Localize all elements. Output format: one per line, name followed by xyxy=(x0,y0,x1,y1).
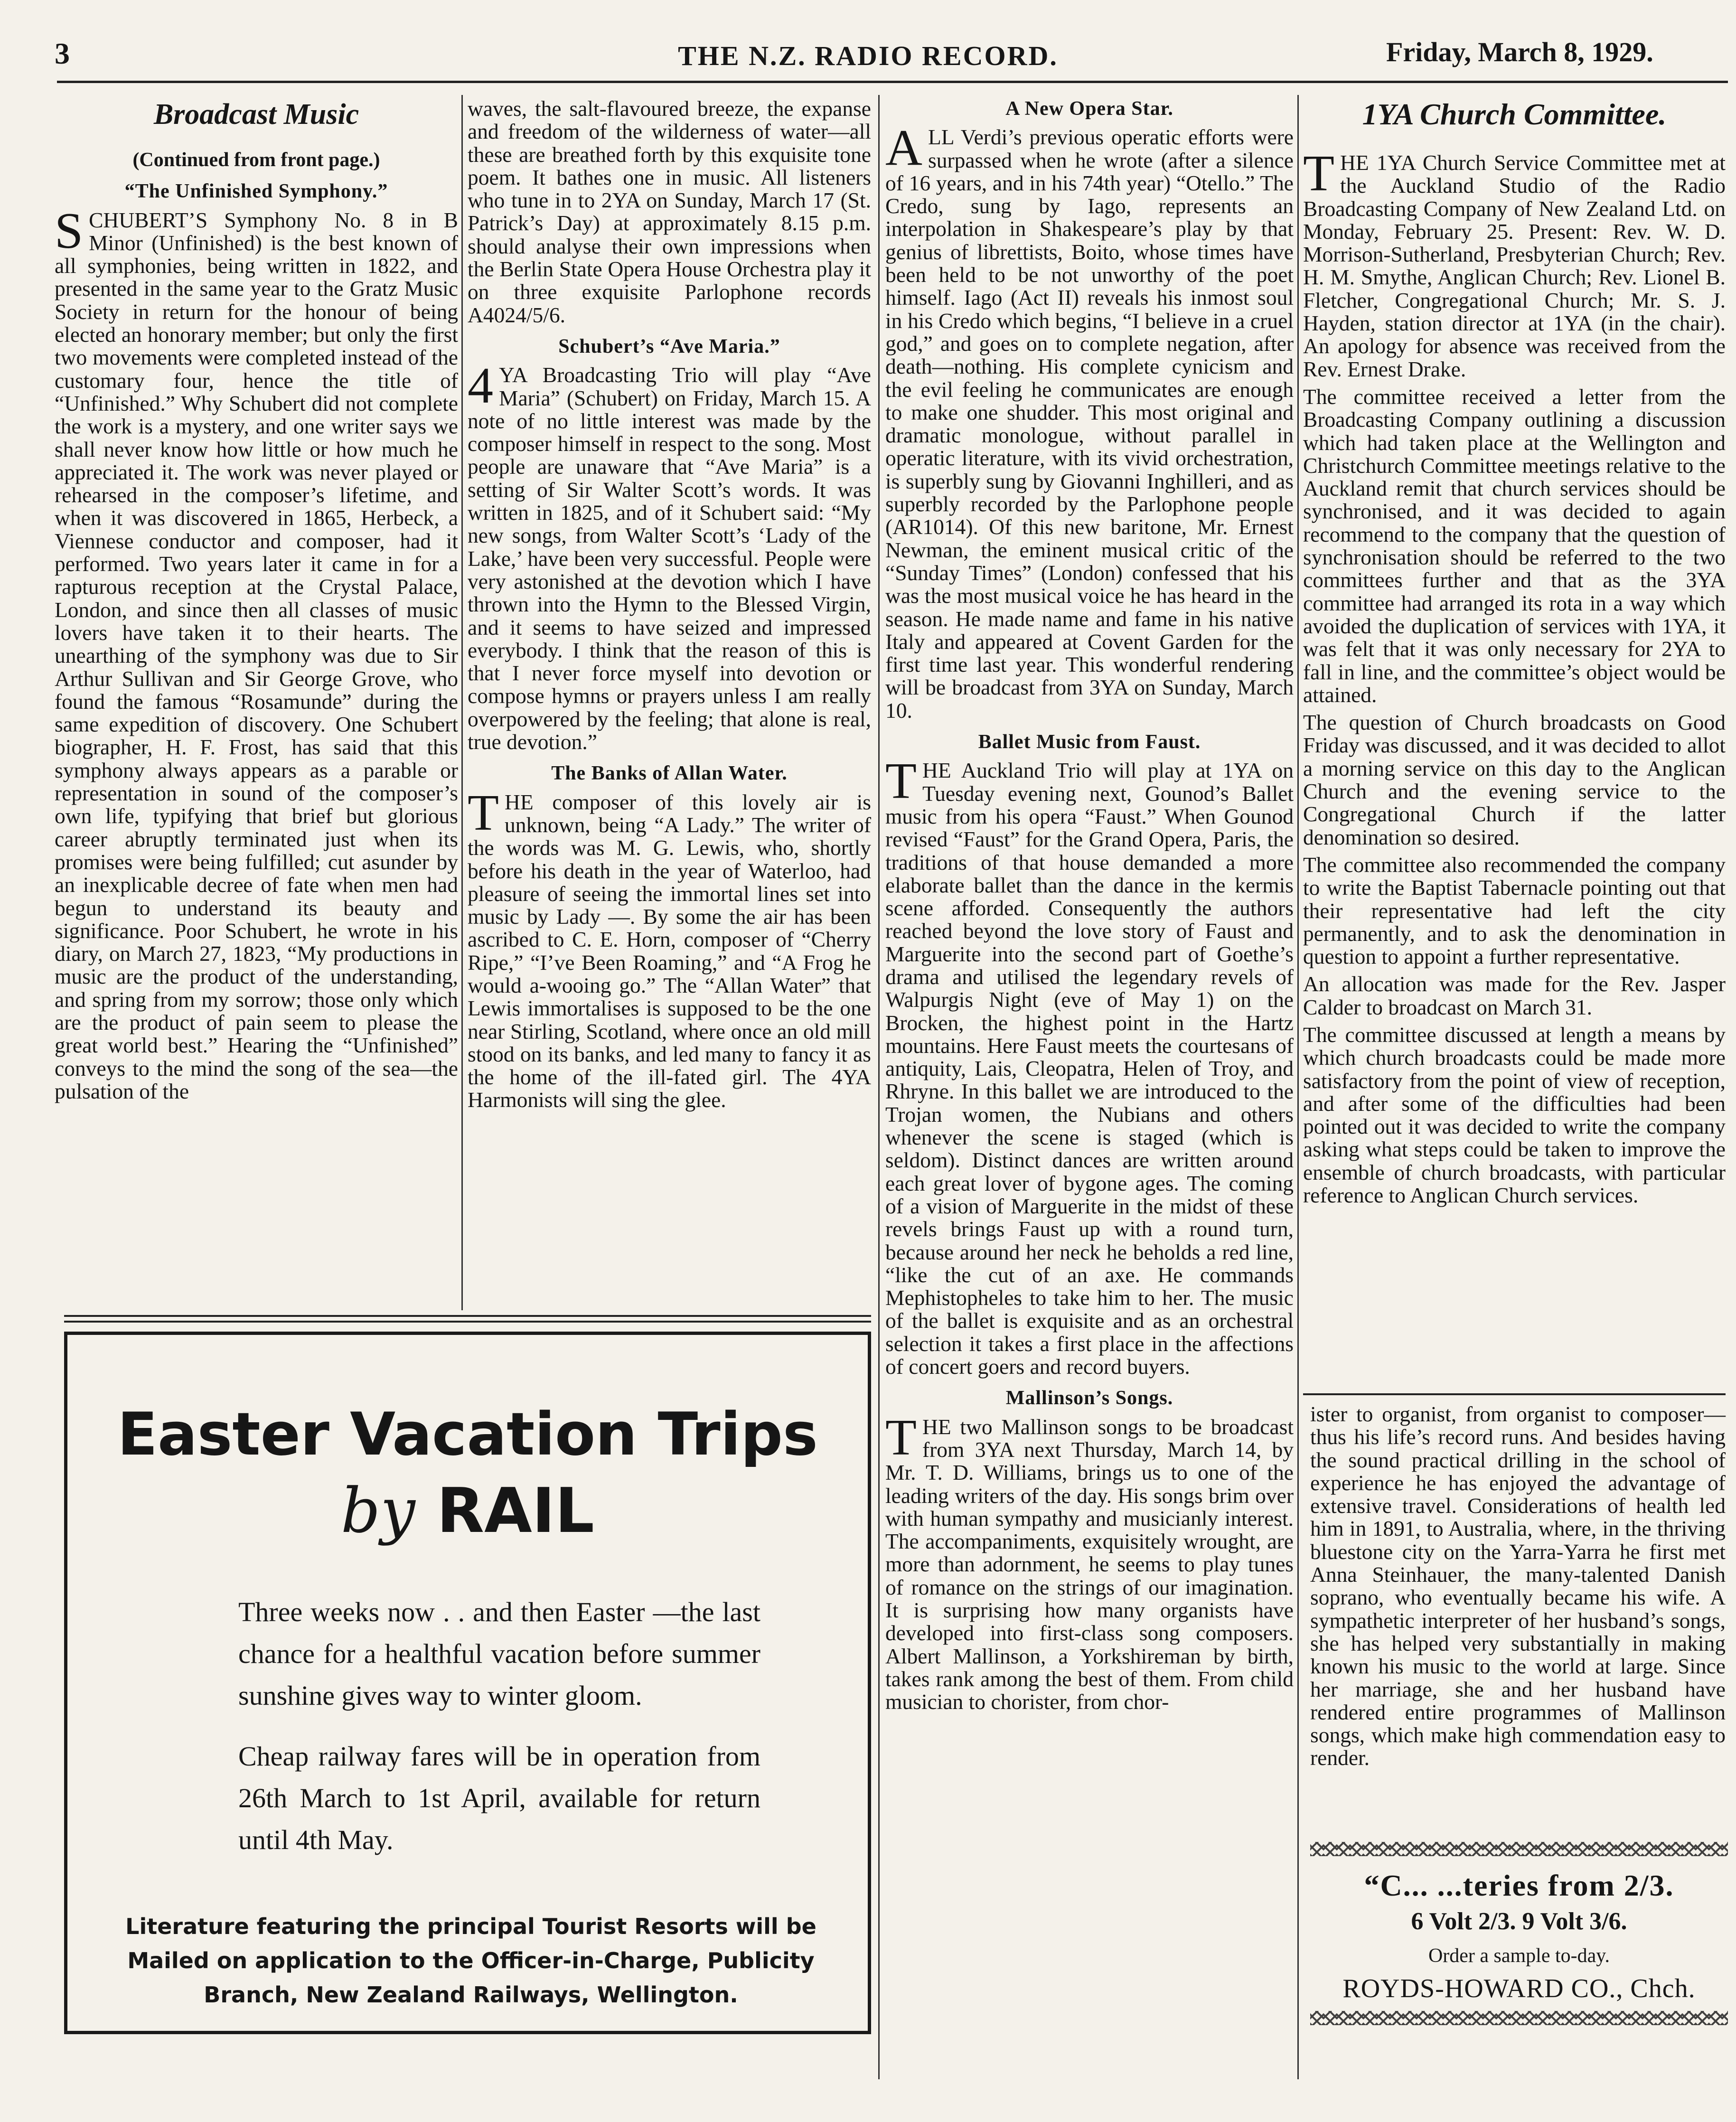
section-rule xyxy=(64,1315,871,1317)
paragraph: The committee discussed at length a means by which church broadcasts could be made more satisfactory from the point of view of reception, and after some of the difficulties had been pointed out it was decided to write the company asking what steps could be taken to improve the ensemble of church broadcasts, with particular reference to Anglican Church services. xyxy=(1303,1022,1726,1208)
battery-advertisement xyxy=(1310,1842,1728,2025)
ad-headline-rail xyxy=(67,1475,868,1546)
paragraph: THE 1YA Church Service Committee met at the Auckland Studio of the Radio Broadcasting Company of New Zealand Ltd. on Monday, February 25. Present: Rev. W. D. Morrison-Sutherland, Presbyterian Church; Rev. H. M. Smythe, Anglican Church; Rev. Lionel B. Fletcher, Congregational Church; Mr. S. J. Hayden, station director at 1YA (in the chair). An apology for absence was received from the Rev. Ernest Drake. xyxy=(1303,145,1726,381)
rail-advertisement xyxy=(64,1332,871,2034)
drop-cap: T xyxy=(885,753,917,810)
paragraph: ister to organist, from organist to composer—thus his life’s record runs. And besides having the sound practical drilling in the school of experience he has enjoyed the advantage of extensive travel. Considerations of health led him in 1891, to Australia, where, in the thriving bluestone city on the Yarra-Yarra he first met Anna Steinhauer, the many-talented Danish soprano, who eventually became his wife. A sympathetic interpreter of her husband’s songs, she has helped very substantially in making known his music to the world at large. Since her marriage, she and her husband have rendered entire programmes of Mallinson songs, which make high commendation easy to render. xyxy=(1310,1402,1726,1770)
ad-company: ROYDS-HOWARD CO., Chch. xyxy=(1342,1974,1696,2003)
ad-prices: 6 Volt 2/3. 9 Volt 3/6. xyxy=(1411,1908,1627,1935)
paragraph: SCHUBERT’S Symphony No. 8 in B Minor (Unfinished) is the best known of all symphonies, being written in 1822, and presented in the same year to the Gratz Music Society in return for the honour of being elected an honorary member; but only the first two movements were completed instead of the customary four, hence the title of “Unfinished.” Why Schubert did not complete the work is a mystery, and one writer says we shall never know how little or how much he appreciated it. The work was never played or rehearsed in the composer’s lifetime, and when it was discovered in 1865, Herbeck, a Viennese conductor and composer, had it performed. Two years later it came in for a rapturous reception at the Crystal Palace, London, and since then all classes of music lovers have taken it to their hearts. The unearthing of the symphony was due to Sir Arthur Sullivan and Sir George Grove, who found the famous “Rosamunde” during the same expedition of discovery. One Schubert biographer, H. F. Frost, has said that this symphony always appears as a parable or representation in sound of the composer’s own life, typifying that brief but glorious career abruptly terminated just when its promises were being fulfilled; cut asunder by an inexplicable decree of fate when men had begun to understand its beauty and significance. Poor Schubert, he wrote in his diary, on March 27, 1823, “My productions in music are the product of the understanding, and spring from my sorrow; those only which are the product of pain seem to please the great world best.” Hearing the “Unfinished” conveys to the mind the song of the sea—the pulsation of the xyxy=(55,202,458,1103)
paragraph: waves, the salt-flavoured breeze, the expanse and freedom of the wilderness of water—all these are breathed forth by this exquisite tone poem. It bathes one in music. All listeners who tune in to 2YA on Sunday, March 17 (St. Patrick’s Day) at approximately 8.15 p.m. should analyse their own impressions when the Berlin State Opera House Orchestra play it on three exquisite Parlophone records A4024/5/6. xyxy=(468,96,871,327)
drop-cap: T xyxy=(885,1409,917,1466)
column-rule xyxy=(878,95,880,2079)
subheading-ave-maria: Schubert’s “Ave Maria.” xyxy=(558,335,780,357)
drop-cap: 4 xyxy=(468,357,493,414)
paragraph: ALL Verdi’s previous operatic efforts were surpassed when he wrote (after a silence of 16 years, and in his 74th year) “Otello.” The Credo, sung by Iago, represents an interpolation in Shakespeare’s play by that genius of librettists, Boito, whose times have been held to be not unworthy of the poet himself. Iago (Act II) reveals his inmost soul in his Credo which begins, “I believe in a cruel god,” and goes on to complete negation, after death—nothing. His complete cynicism and the evil feeling he communicates are enough to make one shudder. This most original and dramatic monologue, without parallel in operatic literature, with its vivid orchestration, is superbly sung by Giovanni Inghilleri, and as superbly recorded by the Parlophone people (AR1014). Of this new baritone, Mr. Ernest Newman, the eminent musical critic of the “Sunday Times” (London) confessed that his was the most musical voice he has heard in the season. He made name and fame in his native Italy and appeared at Covent Garden for the first time last year. This wonderful rendering will be broadcast from 3YA on Sunday, March 10. xyxy=(885,120,1294,723)
issue-date: Friday, March 8, 1929. xyxy=(1386,37,1653,67)
header-rule xyxy=(57,81,1728,83)
ad-footer: Literature featuring the principal Tourist Resorts will be Mailed on application to the Officer-in-Charge, Publicity Branch, New Zealand Railways, Wellington. xyxy=(125,1914,816,2008)
page-number: 3 xyxy=(55,37,70,70)
subheading-faust: Ballet Music from Faust. xyxy=(978,731,1201,753)
ad-paragraph: Three weeks now . . and then Easter —the last chance for a healthful vacation before summer sunshine gives way to winter gloom. xyxy=(238,1596,760,1711)
ad-headline: “C... ...teries from 2/3. xyxy=(1364,1868,1674,1902)
newspaper-title: THE N.Z. RADIO RECORD. xyxy=(678,40,1058,71)
section-rule xyxy=(64,1321,871,1323)
paragraph: THE composer of this lovely air is unknown, being “A Lady.” The writer of the words was M. G. Lewis, who, shortly before his death in the year of Waterloo, had pleasure of seeing the immortal lines set into music by Lady —. By some the air has been ascribed to C. E. Horn, composer of “Cherry Ripe,” “I’ve Been Roaming,” and “A Frog he would a-wooing go.” The “Allan Water” that Lewis immortalises is supposed to be the one near Stirling, Scotland, where once an old mill stood on its banks, and led many to fancy it as the home of the ill-fated girl. The 4YA Harmonists will sing the glee. xyxy=(468,784,871,1112)
ad-headline-rail-word: RAIL xyxy=(437,1474,594,1547)
article-title: Broadcast Music xyxy=(153,98,359,131)
ad-headline: Easter Vacation Trips xyxy=(117,1400,818,1469)
subheading-allan-water: The Banks of Allan Water. xyxy=(551,762,788,785)
paragraph: THE Auckland Trio will play at 1YA on Tuesday evening next, Gounod’s Ballet music from his opera “Faust.” When Gounod revised “Faust” for the Grand Opera, Paris, the traditions of that house demanded a more elaborate ballet than the dance in the kermis scene afforded. Consequently the authors reached beyond the love story of Faust and Marguerite into the second part of Goethe’s drama and utilised the legendary revels of Walpurgis Night (eve of May 1) on the Brocken, the highest point in the Hartz mountains. Here Faust meets the courtesans of antiquity, Lais, Cleopatra, Helen of Troy, and Rhryne. In this ballet we are introduced to the Trojan women, the Nubians and others whenever the scene is staged (which is seldom). Distinct dances are written around each great lover of bygone ages. The coming of a vision of Marguerite in the midst of these revels brings Faust up with a round turn, because around her neck he beholds a red line, “like the cut of an axe. He commands Mephistopheles to take him to her. The music of the ballet is exquisite and as an orchestral selection it takes a first place in the affections of concert goers and record buyers. xyxy=(885,753,1294,1379)
column-rule xyxy=(1297,95,1299,2079)
paragraph: The committee received a letter from the Broadcasting Company outlining a discussion which had taken place at the Wellington and Christchurch Committee meetings relative to the Auckland remit that church services should be synchronised, and it was decided to again recommend to the company that the question of synchronisation should be referred to the two committees further and that as the 3YA committee had arranged its rota in a way which avoided the duplication of services with 1YA, it was felt that it was only necessary for 2YA to fall in line, and the committee’s object would be attained. xyxy=(1303,384,1726,707)
ad-paragraph: Cheap railway fares will be in operation from 26th March to 1st April, available for return until 4th May. xyxy=(238,1741,760,1855)
article-opera-star xyxy=(885,97,1294,1718)
article-church-committee xyxy=(1303,97,1726,1211)
ad-border-bottom xyxy=(1310,2011,1728,2025)
subheading-opera-star: A New Opera Star. xyxy=(1005,98,1173,120)
subheading: “The Unfinished Symphony.” xyxy=(124,180,388,203)
article-mallinson-continued xyxy=(1310,1403,1726,1775)
subheading-mallinson: Mallinson’s Songs. xyxy=(1005,1387,1173,1409)
ad-body xyxy=(238,1591,760,1880)
paragraph: An allocation was made for the Rev. Jasper Calder to broadcast on March 31. xyxy=(1303,972,1726,1019)
continued-note: (Continued from front page.) xyxy=(132,149,380,171)
paragraph: The question of Church broadcasts on Good Friday was discussed, and it was decided to allot a morning service on this day to the Anglican Church and the evening service to the Congregational Church if the latter denomination so desired. xyxy=(1303,710,1726,849)
drop-cap: T xyxy=(1303,145,1334,202)
paragraph: THE two Mallinson songs to be broadcast from 3YA next Thursday, March 14, by Mr. T. D. Williams, brings us to one of the leading writers of the day. His songs brim over with human sympathy and musicianly interest. The accompaniments, exquisitely wrought, are more than adornment, he seems to play tunes of romance on the strings of our imagination. It is surprising how many organists have developed into first-class song composers. Albert Mallinson, a Yorkshireman by birth, takes rank among the best of them. From child musician to chorister, from chor- xyxy=(885,1409,1294,1714)
ad-headline-by: by xyxy=(341,1474,415,1547)
section-rule xyxy=(1303,1393,1726,1395)
ad-tagline: Order a sample to-day. xyxy=(1428,1945,1610,1967)
drop-cap: T xyxy=(468,784,499,841)
paragraph: The committee also recommended the company to write the Baptist Tabernacle pointing out that their representative had left the city permanently, and to ask the denomination in question to appoint a further representative. xyxy=(1303,852,1726,969)
article-title: 1YA Church Committee. xyxy=(1362,97,1667,131)
ad-border-top xyxy=(1310,1842,1728,1856)
paragraph: 4 YA Broadcasting Trio will play “Ave Maria” (Schubert) on Friday, March 15. A note of no little interest was made by the composer himself in respect to the song. Most people are unaware that “Ave Maria” is a setting of Sir Walter Scott’s words. It was written in 1825, and of it Schubert said: “My new songs, from Walter Scott’s ‘Lady of the Lake,’ have been very successful. People were very astonished at the devotion which I have thrown into the Hymn to the Blessed Virgin, and it seems to have seized and impressed everybody. I think that the reason of this is that I never force myself into devotion or compose hymns or prayers unless I am really overpowered by the feeling; that alone is real, true devotion.” xyxy=(468,357,871,754)
drop-cap: S xyxy=(55,202,84,259)
drop-cap: A xyxy=(885,120,922,177)
article-continuation xyxy=(468,97,871,1117)
column-rule xyxy=(461,95,463,1310)
article-broadcast-music xyxy=(55,97,458,1108)
